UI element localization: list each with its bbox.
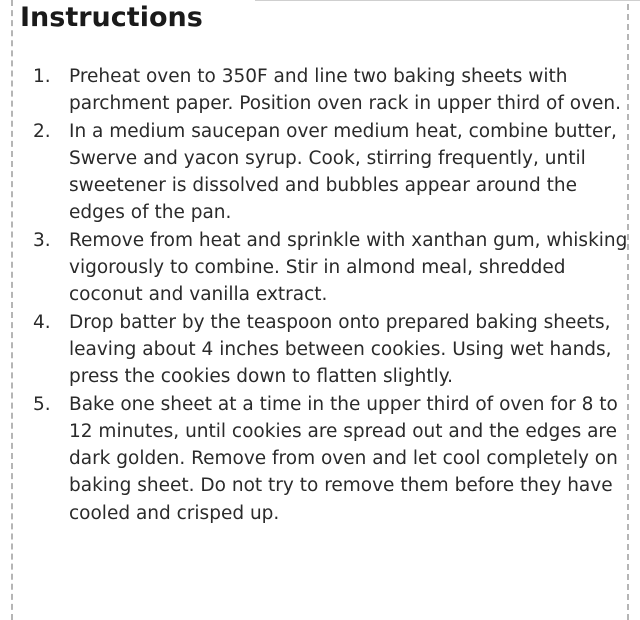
step-number: 3.: [33, 229, 51, 251]
instruction-step: [0, 227, 629, 309]
top-divider: [255, 0, 640, 1]
step-text: Drop batter by the teaspoon onto prepared baking sheets, leaving about 4 inches between cookies. Using wet hands, press the cookies down to flatten slightly.: [69, 311, 612, 388]
step-number: 2.: [33, 120, 51, 142]
step-number: 1.: [33, 66, 51, 87]
instruction-step: [0, 63, 629, 118]
instruction-step: [0, 118, 629, 227]
instruction-step: [0, 309, 629, 391]
step-text: In a medium saucepan over medium heat, combine butter, Swerve and yacon syrup. Cook, stirring frequently, until sweetener is dissolved and bubbles appear around the edges of the pan.: [69, 120, 617, 224]
step-number: 5.: [33, 393, 51, 415]
step-text: Bake one sheet at a time in the upper third of oven for 8 to 12 minutes, until cookies are spread out and the edges are dark golden. Remove from oven and let cool completely on baking sheet. Do not try to remove them before they have cooled and crisped up.: [69, 393, 618, 524]
instruction-step: [0, 391, 629, 527]
step-number: 4.: [33, 311, 51, 333]
page-title: Instructions: [20, 2, 203, 33]
step-text: Preheat oven to 350F and line two baking sheets with parchment paper. Position oven rack in upper third of oven.: [69, 66, 622, 115]
step-text: Remove from heat and sprinkle with xanthan gum, whisking vigorously to combine. Stir in almond meal, shredded coconut and vanilla extract.: [69, 229, 628, 306]
instruction-list: [0, 63, 640, 527]
